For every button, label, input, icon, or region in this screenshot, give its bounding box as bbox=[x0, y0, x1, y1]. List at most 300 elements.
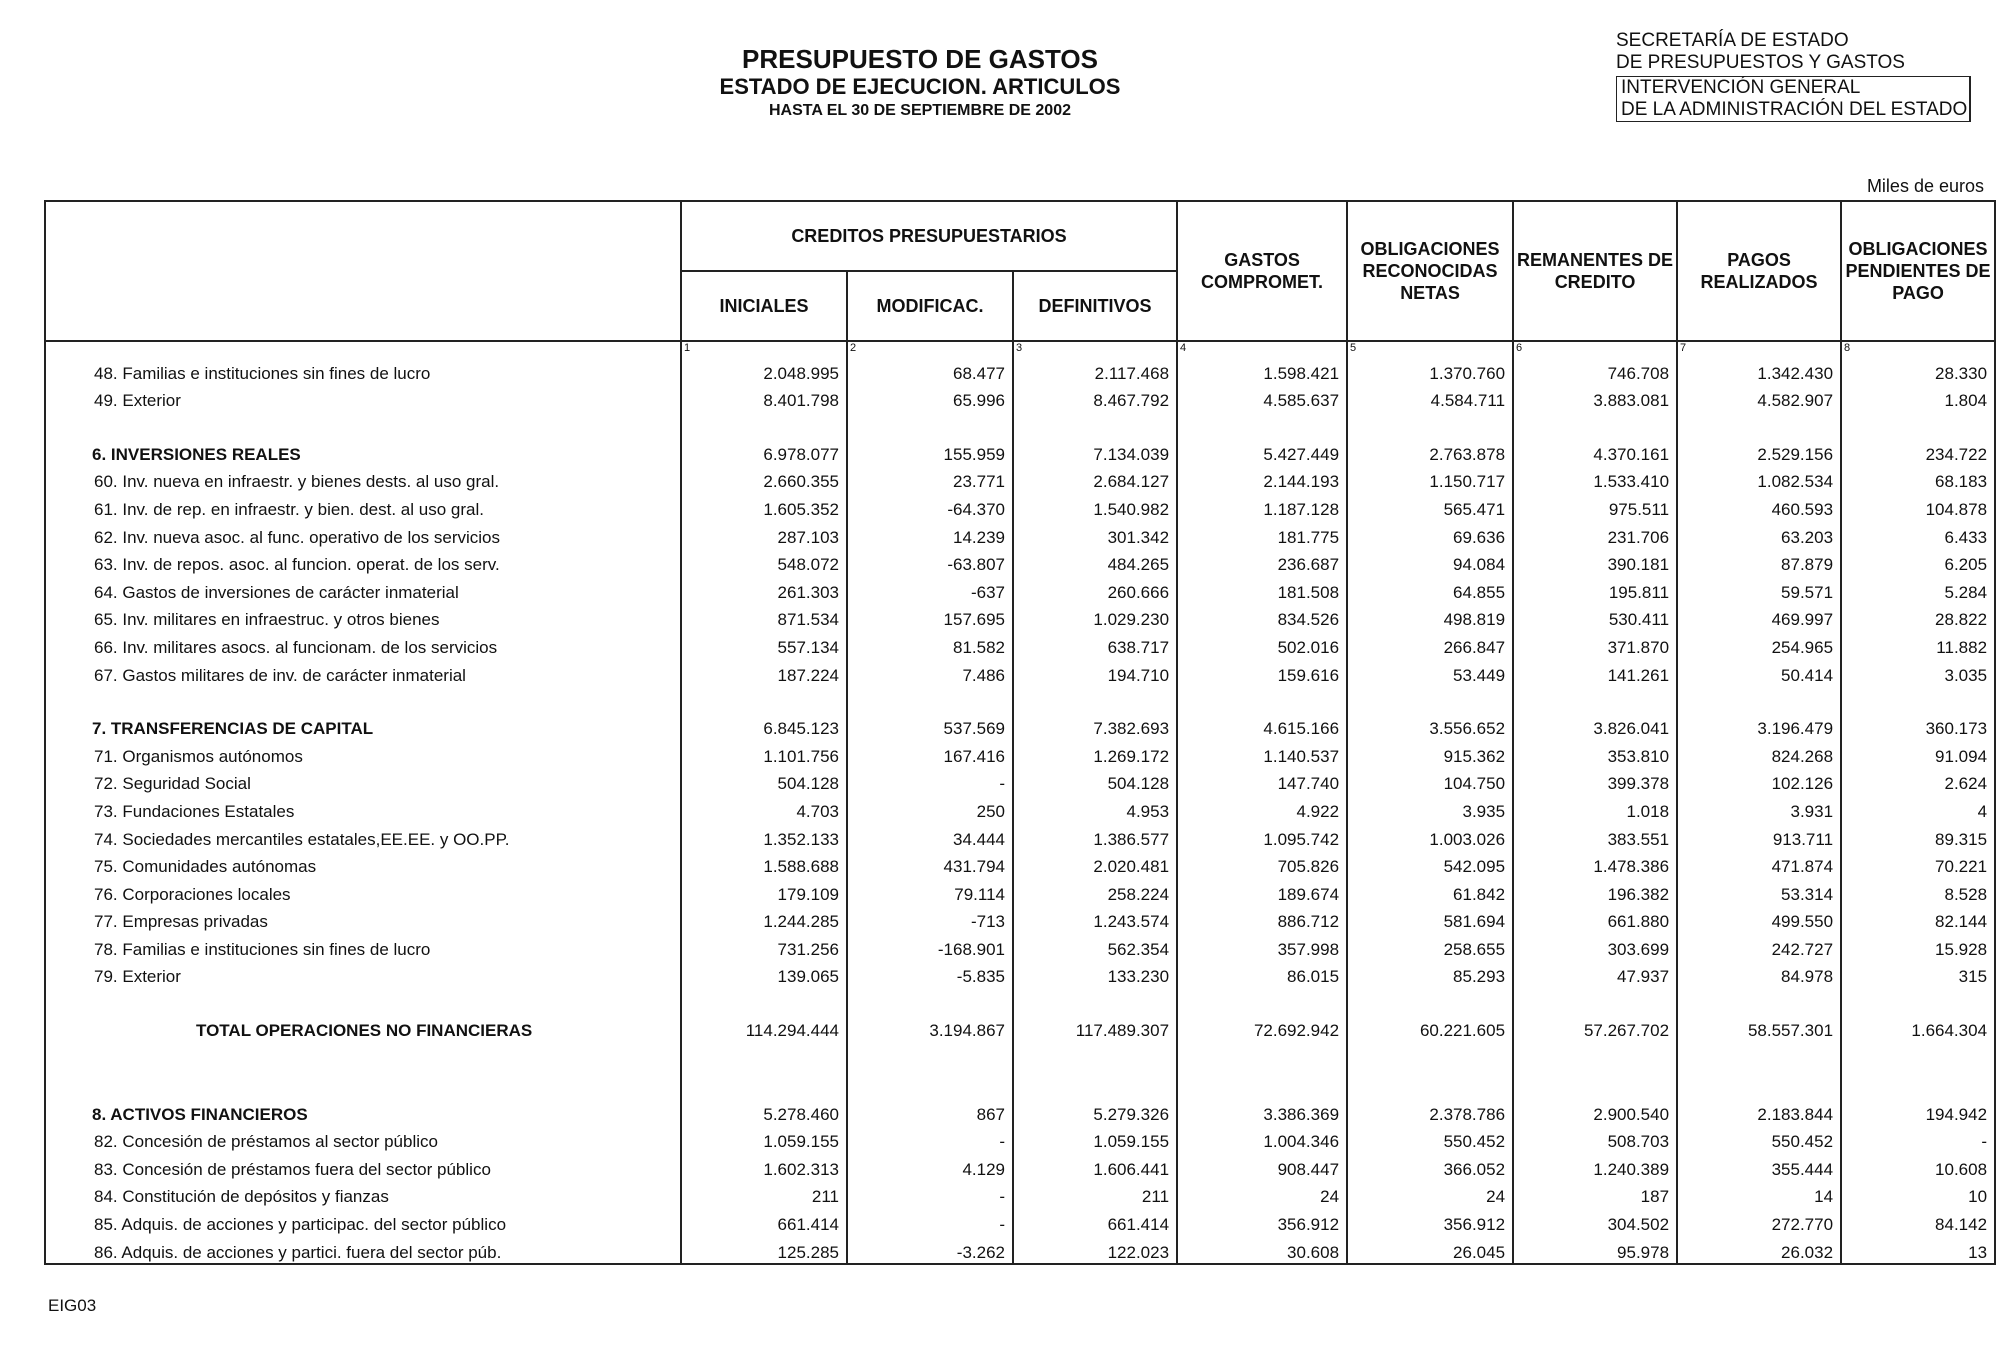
value-cell: 315 bbox=[1841, 960, 1995, 988]
value-cell: 63.203 bbox=[1677, 520, 1841, 548]
value-cell: 915.362 bbox=[1347, 739, 1513, 767]
header-pendientes: OBLIGACIONES PENDIENTES DE PAGO bbox=[1841, 201, 1995, 341]
value-cell: 4.703 bbox=[681, 794, 847, 822]
value-cell: 731.256 bbox=[681, 932, 847, 960]
value-cell: 460.593 bbox=[1677, 492, 1841, 520]
value-cell: 254.965 bbox=[1677, 630, 1841, 658]
value-cell: 3.035 bbox=[1841, 658, 1995, 686]
value-cell: 530.411 bbox=[1513, 603, 1677, 631]
value-cell: 15.928 bbox=[1841, 932, 1995, 960]
table-body bbox=[45, 341, 1995, 1264]
spacer-cell bbox=[1841, 686, 1995, 712]
value-cell: 69.636 bbox=[1347, 520, 1513, 548]
value-cell: 10.608 bbox=[1841, 1152, 1995, 1180]
spacer-cell bbox=[1177, 987, 1347, 1013]
value-cell: 250 bbox=[847, 794, 1013, 822]
value-cell: 1.018 bbox=[1513, 794, 1677, 822]
value-cell: 7.486 bbox=[847, 658, 1013, 686]
value-cell: 179.109 bbox=[681, 877, 847, 905]
row-label: 79. Exterior bbox=[45, 960, 681, 988]
spacer-cell bbox=[1841, 411, 1995, 437]
value-cell: 13 bbox=[1841, 1235, 1995, 1264]
value-cell: 187.224 bbox=[681, 658, 847, 686]
value-cell: 1.140.537 bbox=[1177, 739, 1347, 767]
row-label: 61. Inv. de rep. en infraestr. y bien. dest. al uso gral. bbox=[45, 492, 681, 520]
value-cell: 913.711 bbox=[1677, 822, 1841, 850]
value-cell: 1.588.688 bbox=[681, 850, 847, 878]
table-row bbox=[45, 1013, 1995, 1041]
value-cell: 1.804 bbox=[1841, 384, 1995, 412]
value-cell: 65.996 bbox=[847, 384, 1013, 412]
value-cell: 91.094 bbox=[1841, 739, 1995, 767]
value-cell: 5.427.449 bbox=[1177, 437, 1347, 465]
value-cell: 139.065 bbox=[681, 960, 847, 988]
row-label: 49. Exterior bbox=[45, 384, 681, 412]
value-cell: 498.819 bbox=[1347, 603, 1513, 631]
value-cell: 242.727 bbox=[1677, 932, 1841, 960]
value-cell: 537.569 bbox=[847, 712, 1013, 740]
value-cell: 60.221.605 bbox=[1347, 1013, 1513, 1041]
table-row bbox=[45, 877, 1995, 905]
table-row bbox=[45, 739, 1995, 767]
value-cell: 581.694 bbox=[1347, 905, 1513, 933]
value-cell: 1.029.230 bbox=[1013, 603, 1177, 631]
value-cell: 356.912 bbox=[1177, 1207, 1347, 1235]
value-cell: 1.342.430 bbox=[1677, 356, 1841, 384]
agency-block bbox=[1616, 30, 1971, 122]
spacer-cell bbox=[847, 1041, 1013, 1097]
value-cell: 301.342 bbox=[1013, 520, 1177, 548]
value-cell: 231.706 bbox=[1513, 520, 1677, 548]
value-cell: 187 bbox=[1513, 1180, 1677, 1208]
spacer-cell bbox=[847, 411, 1013, 437]
value-cell: 23.771 bbox=[847, 465, 1013, 493]
value-cell: 14 bbox=[1677, 1180, 1841, 1208]
header-obligaciones: OBLIGACIONES RECONOCIDAS NETAS bbox=[1347, 201, 1513, 341]
row-label: 6. INVERSIONES REALES bbox=[45, 437, 681, 465]
spacer-cell bbox=[1347, 411, 1513, 437]
spacer-cell bbox=[847, 987, 1013, 1013]
value-cell: 84.142 bbox=[1841, 1207, 1995, 1235]
value-cell: 303.699 bbox=[1513, 932, 1677, 960]
table-row bbox=[45, 603, 1995, 631]
value-cell: 661.414 bbox=[1013, 1207, 1177, 1235]
spacer-cell bbox=[1013, 411, 1177, 437]
value-cell: 157.695 bbox=[847, 603, 1013, 631]
value-cell: 908.447 bbox=[1177, 1152, 1347, 1180]
spacer-cell bbox=[1677, 411, 1841, 437]
value-cell: 1.187.128 bbox=[1177, 492, 1347, 520]
value-cell: 84.978 bbox=[1677, 960, 1841, 988]
agency-line-4: DE LA ADMINISTRACIÓN DEL ESTADO bbox=[1621, 99, 1968, 120]
value-cell: 2.624 bbox=[1841, 767, 1995, 795]
value-cell: 72.692.942 bbox=[1177, 1013, 1347, 1041]
value-cell: 431.794 bbox=[847, 850, 1013, 878]
spacer-cell bbox=[1677, 686, 1841, 712]
value-cell: 1.004.346 bbox=[1177, 1125, 1347, 1153]
value-cell: 499.550 bbox=[1677, 905, 1841, 933]
spacer-cell bbox=[1841, 1041, 1995, 1097]
table-row bbox=[45, 658, 1995, 686]
value-cell: 357.998 bbox=[1177, 932, 1347, 960]
value-cell: 260.666 bbox=[1013, 575, 1177, 603]
value-cell: 3.386.369 bbox=[1177, 1097, 1347, 1125]
table-row bbox=[45, 1235, 1995, 1264]
row-label: 73. Fundaciones Estatales bbox=[45, 794, 681, 822]
column-numbers-row bbox=[45, 341, 1995, 356]
value-cell: 261.303 bbox=[681, 575, 847, 603]
value-cell: 1.533.410 bbox=[1513, 465, 1677, 493]
value-cell: 2.763.878 bbox=[1347, 437, 1513, 465]
value-cell: 705.826 bbox=[1177, 850, 1347, 878]
row-label: 66. Inv. militares asocs. al funcionam. de los servicios bbox=[45, 630, 681, 658]
value-cell: 61.842 bbox=[1347, 877, 1513, 905]
value-cell: - bbox=[847, 1180, 1013, 1208]
value-cell: -637 bbox=[847, 575, 1013, 603]
agency-boxed bbox=[1616, 76, 1971, 122]
value-cell: 371.870 bbox=[1513, 630, 1677, 658]
value-cell: 4.584.711 bbox=[1347, 384, 1513, 412]
spacer-cell bbox=[1013, 686, 1177, 712]
row-label: TOTAL OPERACIONES NO FINANCIERAS bbox=[45, 1013, 681, 1041]
column-number: 2 bbox=[847, 341, 1013, 356]
value-cell: 236.687 bbox=[1177, 548, 1347, 576]
value-cell: 3.883.081 bbox=[1513, 384, 1677, 412]
value-cell: -63.807 bbox=[847, 548, 1013, 576]
value-cell: -5.835 bbox=[847, 960, 1013, 988]
value-cell: 258.655 bbox=[1347, 932, 1513, 960]
value-cell: 6.978.077 bbox=[681, 437, 847, 465]
table-row bbox=[45, 384, 1995, 412]
value-cell: 189.674 bbox=[1177, 877, 1347, 905]
row-label: 86. Adquis. de acciones y partici. fuera del sector púb. bbox=[45, 1235, 681, 1264]
value-cell: 234.722 bbox=[1841, 437, 1995, 465]
value-cell: 47.937 bbox=[1513, 960, 1677, 988]
value-cell: 4.922 bbox=[1177, 794, 1347, 822]
spacer-cell bbox=[45, 411, 681, 437]
column-number-blank bbox=[45, 341, 681, 356]
value-cell: 1.605.352 bbox=[681, 492, 847, 520]
value-cell: 4.129 bbox=[847, 1152, 1013, 1180]
spacer-cell bbox=[1513, 1041, 1677, 1097]
report-period: HASTA EL 30 DE SEPTIEMBRE DE 2002 bbox=[768, 102, 1071, 119]
value-cell: 167.416 bbox=[847, 739, 1013, 767]
value-cell: 104.878 bbox=[1841, 492, 1995, 520]
value-cell: 5.284 bbox=[1841, 575, 1995, 603]
value-cell: 81.582 bbox=[847, 630, 1013, 658]
column-number: 6 bbox=[1513, 341, 1677, 356]
table-row bbox=[45, 1097, 1995, 1125]
value-cell: 117.489.307 bbox=[1013, 1013, 1177, 1041]
value-cell: 1.478.386 bbox=[1513, 850, 1677, 878]
value-cell: 159.616 bbox=[1177, 658, 1347, 686]
row-label: 48. Familias e instituciones sin fines de lucro bbox=[45, 356, 681, 384]
value-cell: 104.750 bbox=[1347, 767, 1513, 795]
value-cell: 1.370.760 bbox=[1347, 356, 1513, 384]
column-number: 5 bbox=[1347, 341, 1513, 356]
agency-line-1: SECRETARÍA DE ESTADO bbox=[1616, 30, 1849, 51]
value-cell: 548.072 bbox=[681, 548, 847, 576]
column-number: 4 bbox=[1177, 341, 1347, 356]
value-cell: 2.117.468 bbox=[1013, 356, 1177, 384]
spacer-cell bbox=[1347, 1041, 1513, 1097]
value-cell: 1.244.285 bbox=[681, 905, 847, 933]
table-row bbox=[45, 1125, 1995, 1153]
value-cell: 1.082.534 bbox=[1677, 465, 1841, 493]
value-cell: 975.511 bbox=[1513, 492, 1677, 520]
spacer-cell bbox=[681, 411, 847, 437]
spacer-cell bbox=[1841, 987, 1995, 1013]
value-cell: 24 bbox=[1347, 1180, 1513, 1208]
table-row bbox=[45, 437, 1995, 465]
table-row bbox=[45, 905, 1995, 933]
column-number: 7 bbox=[1677, 341, 1841, 356]
value-cell: 2.183.844 bbox=[1677, 1097, 1841, 1125]
spacer-cell bbox=[45, 987, 681, 1013]
spacer-cell bbox=[1177, 411, 1347, 437]
value-cell: 834.526 bbox=[1177, 603, 1347, 631]
row-label: 60. Inv. nueva en infraestr. y bienes dests. al uso gral. bbox=[45, 465, 681, 493]
header-remanentes: REMANENTES DE CREDITO bbox=[1513, 201, 1677, 341]
value-cell: 1.150.717 bbox=[1347, 465, 1513, 493]
value-cell: 1.059.155 bbox=[681, 1125, 847, 1153]
budget-table bbox=[44, 200, 1996, 1265]
row-label: 76. Corporaciones locales bbox=[45, 877, 681, 905]
header-modificac: MODIFICAC. bbox=[847, 271, 1013, 341]
row-label: 82. Concesión de préstamos al sector público bbox=[45, 1125, 681, 1153]
value-cell: 2.048.995 bbox=[681, 356, 847, 384]
value-cell: 2.378.786 bbox=[1347, 1097, 1513, 1125]
spacer-row bbox=[45, 1041, 1995, 1097]
spacer-cell bbox=[681, 1041, 847, 1097]
value-cell: 661.414 bbox=[681, 1207, 847, 1235]
value-cell: - bbox=[847, 1207, 1013, 1235]
value-cell: 194.942 bbox=[1841, 1097, 1995, 1125]
value-cell: 2.144.193 bbox=[1177, 465, 1347, 493]
value-cell: 3.935 bbox=[1347, 794, 1513, 822]
row-label: 77. Empresas privadas bbox=[45, 905, 681, 933]
value-cell: 82.144 bbox=[1841, 905, 1995, 933]
value-cell: 383.551 bbox=[1513, 822, 1677, 850]
value-cell: 867 bbox=[847, 1097, 1013, 1125]
value-cell: 10 bbox=[1841, 1180, 1995, 1208]
value-cell: 1.386.577 bbox=[1013, 822, 1177, 850]
value-cell: 1.352.133 bbox=[681, 822, 847, 850]
header-creditos: CREDITOS PRESUPUESTARIOS bbox=[681, 201, 1177, 271]
value-cell: 68.183 bbox=[1841, 465, 1995, 493]
column-number: 8 bbox=[1841, 341, 1995, 356]
row-label: 62. Inv. nueva asoc. al func. operativo de los servicios bbox=[45, 520, 681, 548]
value-cell: 1.059.155 bbox=[1013, 1125, 1177, 1153]
header-pagos: PAGOS REALIZADOS bbox=[1677, 201, 1841, 341]
value-cell: 28.330 bbox=[1841, 356, 1995, 384]
value-cell: 2.020.481 bbox=[1013, 850, 1177, 878]
value-cell: 26.045 bbox=[1347, 1235, 1513, 1264]
value-cell: 871.534 bbox=[681, 603, 847, 631]
spacer-cell bbox=[1177, 686, 1347, 712]
value-cell: 86.015 bbox=[1177, 960, 1347, 988]
spacer-cell bbox=[45, 1041, 681, 1097]
table-row bbox=[45, 960, 1995, 988]
value-cell: 133.230 bbox=[1013, 960, 1177, 988]
table-row bbox=[45, 1152, 1995, 1180]
value-cell: 8.401.798 bbox=[681, 384, 847, 412]
value-cell: 258.224 bbox=[1013, 877, 1177, 905]
table-row bbox=[45, 822, 1995, 850]
value-cell: 4.370.161 bbox=[1513, 437, 1677, 465]
value-cell: 5.279.326 bbox=[1013, 1097, 1177, 1125]
header-definitivos: DEFINITIVOS bbox=[1013, 271, 1177, 341]
value-cell: 57.267.702 bbox=[1513, 1013, 1677, 1041]
value-cell: 11.882 bbox=[1841, 630, 1995, 658]
agency-line-3: INTERVENCIÓN GENERAL bbox=[1621, 77, 1861, 98]
value-cell: - bbox=[1841, 1125, 1995, 1153]
footer-code: EIG03 bbox=[48, 1296, 97, 1315]
value-cell: - bbox=[847, 1125, 1013, 1153]
value-cell: 1.243.574 bbox=[1013, 905, 1177, 933]
value-cell: 122.023 bbox=[1013, 1235, 1177, 1264]
table-row bbox=[45, 932, 1995, 960]
table-row bbox=[45, 356, 1995, 384]
value-cell: 504.128 bbox=[1013, 767, 1177, 795]
value-cell: 68.477 bbox=[847, 356, 1013, 384]
agency-line-2: DE PRESUPUESTOS Y GASTOS bbox=[1616, 52, 1905, 73]
value-cell: 638.717 bbox=[1013, 630, 1177, 658]
value-cell: 2.529.156 bbox=[1677, 437, 1841, 465]
value-cell: 287.103 bbox=[681, 520, 847, 548]
row-label: 71. Organismos autónomos bbox=[45, 739, 681, 767]
value-cell: 824.268 bbox=[1677, 739, 1841, 767]
value-cell: 550.452 bbox=[1347, 1125, 1513, 1153]
value-cell: 4.582.907 bbox=[1677, 384, 1841, 412]
table-row bbox=[45, 712, 1995, 740]
row-label: 85. Adquis. de acciones y participac. del sector público bbox=[45, 1207, 681, 1235]
spacer-row bbox=[45, 411, 1995, 437]
value-cell: 8.467.792 bbox=[1013, 384, 1177, 412]
units-label: Miles de euros bbox=[1866, 176, 1984, 196]
value-cell: 886.712 bbox=[1177, 905, 1347, 933]
value-cell: 6.845.123 bbox=[681, 712, 847, 740]
value-cell: 141.261 bbox=[1513, 658, 1677, 686]
table-row bbox=[45, 548, 1995, 576]
value-cell: 3.826.041 bbox=[1513, 712, 1677, 740]
table-row bbox=[45, 794, 1995, 822]
table-row bbox=[45, 492, 1995, 520]
value-cell: 469.997 bbox=[1677, 603, 1841, 631]
value-cell: 542.095 bbox=[1347, 850, 1513, 878]
value-cell: 34.444 bbox=[847, 822, 1013, 850]
value-cell: 5.278.460 bbox=[681, 1097, 847, 1125]
header-gastos: GASTOS COMPROMET. bbox=[1177, 201, 1347, 341]
table-row bbox=[45, 767, 1995, 795]
value-cell: 565.471 bbox=[1347, 492, 1513, 520]
value-cell: -3.262 bbox=[847, 1235, 1013, 1264]
value-cell: 1.598.421 bbox=[1177, 356, 1347, 384]
value-cell: 85.293 bbox=[1347, 960, 1513, 988]
value-cell: - bbox=[847, 767, 1013, 795]
spacer-cell bbox=[1347, 686, 1513, 712]
table-row bbox=[45, 1180, 1995, 1208]
row-label: 72. Seguridad Social bbox=[45, 767, 681, 795]
value-cell: 125.285 bbox=[681, 1235, 847, 1264]
value-cell: 64.855 bbox=[1347, 575, 1513, 603]
spacer-cell bbox=[681, 686, 847, 712]
spacer-cell bbox=[1177, 1041, 1347, 1097]
table-row bbox=[45, 575, 1995, 603]
value-cell: 3.194.867 bbox=[847, 1013, 1013, 1041]
row-label: 78. Familias e instituciones sin fines de lucro bbox=[45, 932, 681, 960]
spacer-cell bbox=[1677, 1041, 1841, 1097]
spacer-cell bbox=[1513, 987, 1677, 1013]
value-cell: 557.134 bbox=[681, 630, 847, 658]
value-cell: 304.502 bbox=[1513, 1207, 1677, 1235]
value-cell: 8.528 bbox=[1841, 877, 1995, 905]
value-cell: 661.880 bbox=[1513, 905, 1677, 933]
value-cell: 356.912 bbox=[1347, 1207, 1513, 1235]
value-cell: 508.703 bbox=[1513, 1125, 1677, 1153]
value-cell: 1.269.172 bbox=[1013, 739, 1177, 767]
value-cell: 30.608 bbox=[1177, 1235, 1347, 1264]
spacer-cell bbox=[847, 686, 1013, 712]
value-cell: 1.540.982 bbox=[1013, 492, 1177, 520]
value-cell: 95.978 bbox=[1513, 1235, 1677, 1264]
value-cell: 266.847 bbox=[1347, 630, 1513, 658]
value-cell: 1.664.304 bbox=[1841, 1013, 1995, 1041]
value-cell: 484.265 bbox=[1013, 548, 1177, 576]
row-label: 67. Gastos militares de inv. de carácter inmaterial bbox=[45, 658, 681, 686]
value-cell: 471.874 bbox=[1677, 850, 1841, 878]
value-cell: 1.602.313 bbox=[681, 1152, 847, 1180]
report-title-block bbox=[640, 44, 1200, 122]
value-cell: 50.414 bbox=[1677, 658, 1841, 686]
value-cell: 353.810 bbox=[1513, 739, 1677, 767]
value-cell: 2.684.127 bbox=[1013, 465, 1177, 493]
value-cell: 550.452 bbox=[1677, 1125, 1841, 1153]
value-cell: 3.931 bbox=[1677, 794, 1841, 822]
row-label: 65. Inv. militares en infraestruc. y otros bienes bbox=[45, 603, 681, 631]
value-cell: 87.879 bbox=[1677, 548, 1841, 576]
value-cell: 2.900.540 bbox=[1513, 1097, 1677, 1125]
value-cell: 1.240.389 bbox=[1513, 1152, 1677, 1180]
value-cell: 196.382 bbox=[1513, 877, 1677, 905]
report-subtitle: ESTADO DE EJECUCION. ARTICULOS bbox=[719, 74, 1121, 99]
value-cell: 7.382.693 bbox=[1013, 712, 1177, 740]
value-cell: 1.095.742 bbox=[1177, 822, 1347, 850]
value-cell: 355.444 bbox=[1677, 1152, 1841, 1180]
value-cell: 53.449 bbox=[1347, 658, 1513, 686]
table-row bbox=[45, 850, 1995, 878]
spacer-cell bbox=[1013, 1041, 1177, 1097]
row-label: 63. Inv. de repos. asoc. al funcion. operat. de los serv. bbox=[45, 548, 681, 576]
header-blank bbox=[45, 201, 681, 341]
row-label: 83. Concesión de préstamos fuera del sector público bbox=[45, 1152, 681, 1180]
value-cell: 272.770 bbox=[1677, 1207, 1841, 1235]
value-cell: 59.571 bbox=[1677, 575, 1841, 603]
report-title: PRESUPUESTO DE GASTOS bbox=[742, 44, 1098, 74]
row-label: 74. Sociedades mercantiles estatales,EE.EE. y OO.PP. bbox=[45, 822, 681, 850]
row-label: 64. Gastos de inversiones de carácter inmaterial bbox=[45, 575, 681, 603]
value-cell: 89.315 bbox=[1841, 822, 1995, 850]
value-cell: 2.660.355 bbox=[681, 465, 847, 493]
value-cell: -64.370 bbox=[847, 492, 1013, 520]
value-cell: 58.557.301 bbox=[1677, 1013, 1841, 1041]
value-cell: 4 bbox=[1841, 794, 1995, 822]
spacer-cell bbox=[1347, 987, 1513, 1013]
spacer-cell bbox=[1513, 411, 1677, 437]
row-label: 7. TRANSFERENCIAS DE CAPITAL bbox=[45, 712, 681, 740]
value-cell: 1.101.756 bbox=[681, 739, 847, 767]
spacer-cell bbox=[1677, 987, 1841, 1013]
